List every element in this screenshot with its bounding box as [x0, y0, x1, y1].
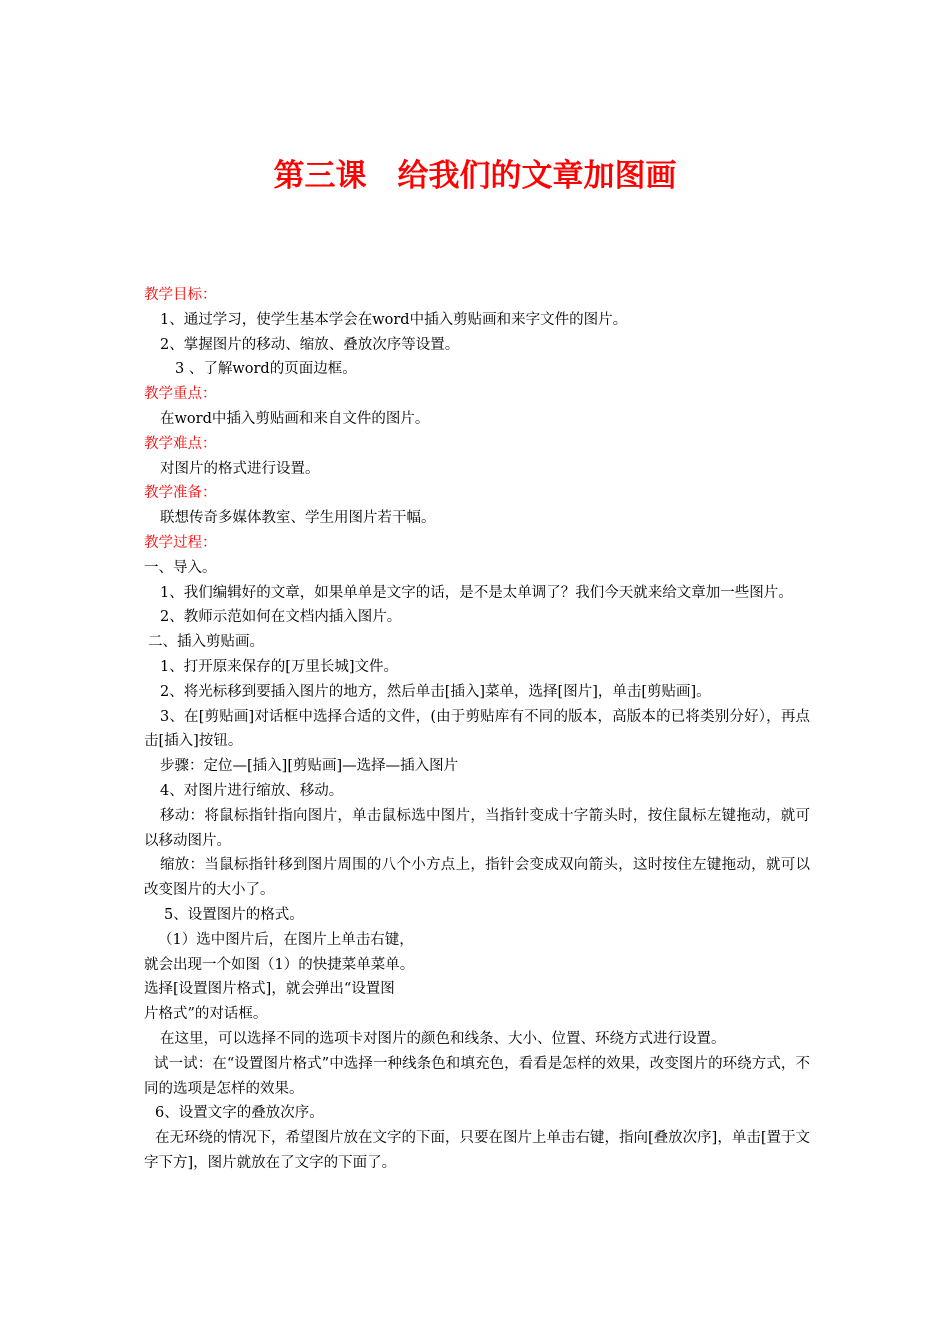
goal-heading: 教学目标：: [144, 287, 217, 303]
document-title: 第三课 给我们的文章加图画: [273, 158, 677, 194]
section-1-paragraph-2: 2、教师示范如何在文档内插入图片。: [160, 609, 402, 626]
section-2-item-2: 2、将光标移到要插入图片的地方，然后单击[插入]菜单，选择[图片]，单击[剪贴画]。: [160, 683, 711, 700]
section-2-item-3: 3、在[剪贴画]对话框中选择合适的文件，(由于剪贴库有不同的版本，高版本的已将类别分好），再点击[插入]按钮。: [144, 708, 810, 750]
document-body: [144, 283, 810, 1176]
section-2-item-6: 6、设置文字的叠放次序。: [155, 1105, 324, 1122]
section-2-try-paragraph: 试一试：在“设置图片格式”中选择一种线条色和填充色，看看是怎样的效果，改变图片的环绕方式，不同的选项是怎样的效果。: [144, 1055, 810, 1097]
process-heading: 教学过程：: [144, 534, 217, 551]
section-2-scale-paragraph: 缩放：当鼠标指针移到图片周围的八个小方点上，指针会变成双向箭头，这时按住左键拖动，就可以改变图片的大小了。: [144, 857, 810, 899]
difficulty-text: 对图片的格式进行设置。: [160, 460, 320, 477]
goal-item-2: 2、掌握图片的移动、缩放、叠放次序等设置。: [160, 336, 460, 353]
section-2-item-5: 5、设置图片的格式。: [164, 906, 304, 923]
preparation-text: 联想传奇多媒体教室、学生用图片若干幅。: [160, 510, 436, 527]
key-point-heading: 教学重点：: [144, 386, 217, 403]
section-1-paragraph-1: 1、我们编辑好的文章，如果单单是文字的话，是不是太单调了？我们今天就来给文章加一些图片。: [160, 584, 793, 601]
section-2-item-5-line-e: 在这里，可以选择不同的选项卡对图片的颜色和线条、大小、位置、环绕方式进行设置。: [160, 1030, 726, 1047]
goal-item-1: 1、通过学习，使学生基本学会在word中插入剪贴画和来字文件的图片。: [160, 311, 628, 328]
section-2-item-5-line-c: 选择[设置图片格式]，就会弹出“设置图: [144, 981, 395, 998]
section-2-move-paragraph: 移动：将鼠标指针指向图片，单击鼠标选中图片，当指针变成十字箭头时，按住鼠标左键拖动，就可以移动图片。: [144, 807, 810, 849]
goal-item-3: 3 、了解word的页面边框。: [175, 361, 357, 378]
section-2-item-5-line-b: 就会出现一个如图（1）的快捷菜单菜单。: [144, 956, 415, 973]
key-point-text: 在word中插入剪贴画和来自文件的图片。: [160, 410, 430, 427]
section-2-item-5-line-a: （1）选中图片后，在图片上单击右键，: [158, 931, 414, 948]
section-2-item-4: 4、对图片进行缩放、移动。: [160, 782, 344, 799]
section-2-item-6-text: 在无环绕的情况下，希望图片放在文字的下面，只要在图片上单击右键，指向[叠放次序]，单击[置于文字下方]，图片就放在了文字的下面了。: [144, 1130, 810, 1171]
section-1-title: 一、导入。: [144, 559, 217, 576]
section-2-title: 二、插入剪贴画。: [148, 634, 264, 651]
section-2-item-1: 1、打开原来保存的[万里长城]文件。: [160, 658, 399, 675]
section-2-item-5-line-d: 片格式”的对话框。: [144, 1006, 268, 1023]
preparation-heading: 教学准备：: [144, 485, 217, 502]
difficulty-heading: 教学难点：: [144, 435, 217, 452]
section-2-steps: 步骤：定位—[插入][剪贴画]—选择—插入图片: [160, 758, 459, 775]
